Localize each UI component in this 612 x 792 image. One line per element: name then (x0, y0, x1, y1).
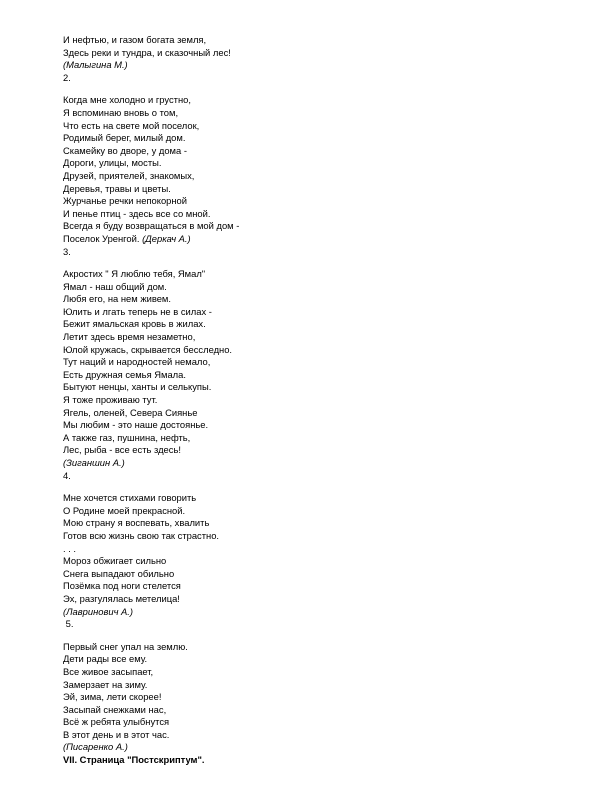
poem-line: Здесь реки и тундра, и сказочный лес! (63, 46, 231, 58)
poem-block-1 (63, 34, 583, 84)
document-page (63, 34, 583, 767)
poem-line: Всё ж ребята улыбнутся (63, 716, 170, 728)
poem-line: Эх, разгулялась метелица! (63, 592, 180, 604)
poem-block-2 (63, 94, 583, 258)
poem-line: Юлой кружась, скрывается бесследно. (63, 343, 233, 355)
poem-line: Мороз обжигает сильно (63, 555, 167, 567)
poem-line: Мы любим - это наше достоянье. (63, 419, 209, 431)
poem-line: Первый снег упал на землю. (63, 640, 188, 652)
poem-line: Когда мне холодно и грустно, (63, 94, 191, 106)
poem-number: 2. (63, 71, 71, 83)
poem-line: Юлить и лгать теперь не в силах - (63, 305, 212, 317)
poem-author: (Зиганшин А.) (63, 457, 125, 468)
poem-block-3 (63, 268, 583, 482)
poem-line: Всегда я буду возвращаться в мой дом - (63, 220, 240, 232)
block-spacer (63, 258, 583, 268)
poem-author: (Лавринович А.) (63, 605, 134, 617)
poem-last-line (63, 233, 583, 246)
poem-line: Родимый берег, милый дом. (63, 132, 186, 144)
poem-ellipsis: . . . (63, 542, 77, 554)
poem-line: Дети рады все ему. (63, 653, 148, 665)
poem-number: 4. (63, 469, 71, 481)
poem-block-4 (63, 492, 583, 631)
block-spacer (63, 631, 583, 641)
block-spacer (63, 482, 583, 492)
poem-line-text: Поселок Уренгой. (63, 232, 143, 244)
poem-line: Я вспоминаю вновь о том, (63, 106, 179, 118)
poem-line: Ямал - наш общий дом. (63, 280, 167, 292)
poem-number: 5. (63, 618, 74, 630)
poem-line: Есть дружная семья Ямала. (63, 368, 186, 380)
poem-line: Что есть на свете мой поселок, (63, 119, 200, 131)
section-heading: VII. Страница "Постскриптум". (63, 754, 205, 766)
poem-line: Бежит ямальская кровь в жилах. (63, 318, 206, 330)
block-spacer (63, 84, 583, 94)
poem-line: Мне хочется стихами говорить (63, 492, 197, 504)
poem-line: Тут наций и народностей немало, (63, 356, 211, 368)
poem-line: Замерзает на зиму. (63, 678, 148, 690)
poem-number: 3. (63, 245, 71, 257)
poem-line: Я тоже проживаю тут. (63, 394, 158, 406)
poem-line: И пенье птиц - здесь все со мной. (63, 207, 211, 219)
poem-line: В этот день и в этот час. (63, 728, 170, 740)
poem-line: Засыпай снежками нас, (63, 703, 167, 715)
poem-line: Друзей, приятелей, знакомых, (63, 169, 195, 181)
poem-line: Любя его, на нем живем. (63, 293, 171, 305)
poem-line: Все живое засыпает, (63, 665, 154, 677)
poem-line: Ягель, оленей, Севера Сиянье (63, 406, 198, 418)
poem-author: (Малыгина М.) (63, 59, 128, 71)
poem-block-5 (63, 641, 583, 754)
poem-line: Деревья, травы и цветы. (63, 182, 171, 194)
poem-line: Бытуют ненцы, ханты и селькупы. (63, 381, 212, 393)
poem-line: Дороги, улицы, мосты. (63, 157, 162, 169)
poem-line: Эй, зима, лети скорее! (63, 691, 162, 703)
poem-line: А также газ, пушнина, нефть, (63, 431, 191, 443)
poem-author: (Писаренко А.) (63, 741, 128, 753)
poem-line: Готов всю жизнь свою так страстно. (63, 529, 220, 541)
poem-line: И нефтью, и газом богата земля, (63, 34, 207, 45)
poem-line: Мою страну я воспевать, хвалить (63, 517, 210, 529)
poem-author: (Деркач А.) (142, 232, 191, 244)
poem-line: Позёмка под ноги стелется (63, 580, 181, 592)
poem-line: Скамейку во дворе, у дома - (63, 144, 187, 156)
poem-line: Журчанье речки непокорной (63, 195, 188, 207)
poem-line: О Родине моей прекрасной. (63, 504, 186, 516)
poem-line: Летит здесь время незаметно, (63, 331, 196, 343)
poem-line: Акростих " Я люблю тебя, Ямал" (63, 268, 206, 280)
poem-line: Снега выпадают обильно (63, 567, 175, 579)
poem-line: Лес, рыба - все есть здесь! (63, 444, 181, 456)
